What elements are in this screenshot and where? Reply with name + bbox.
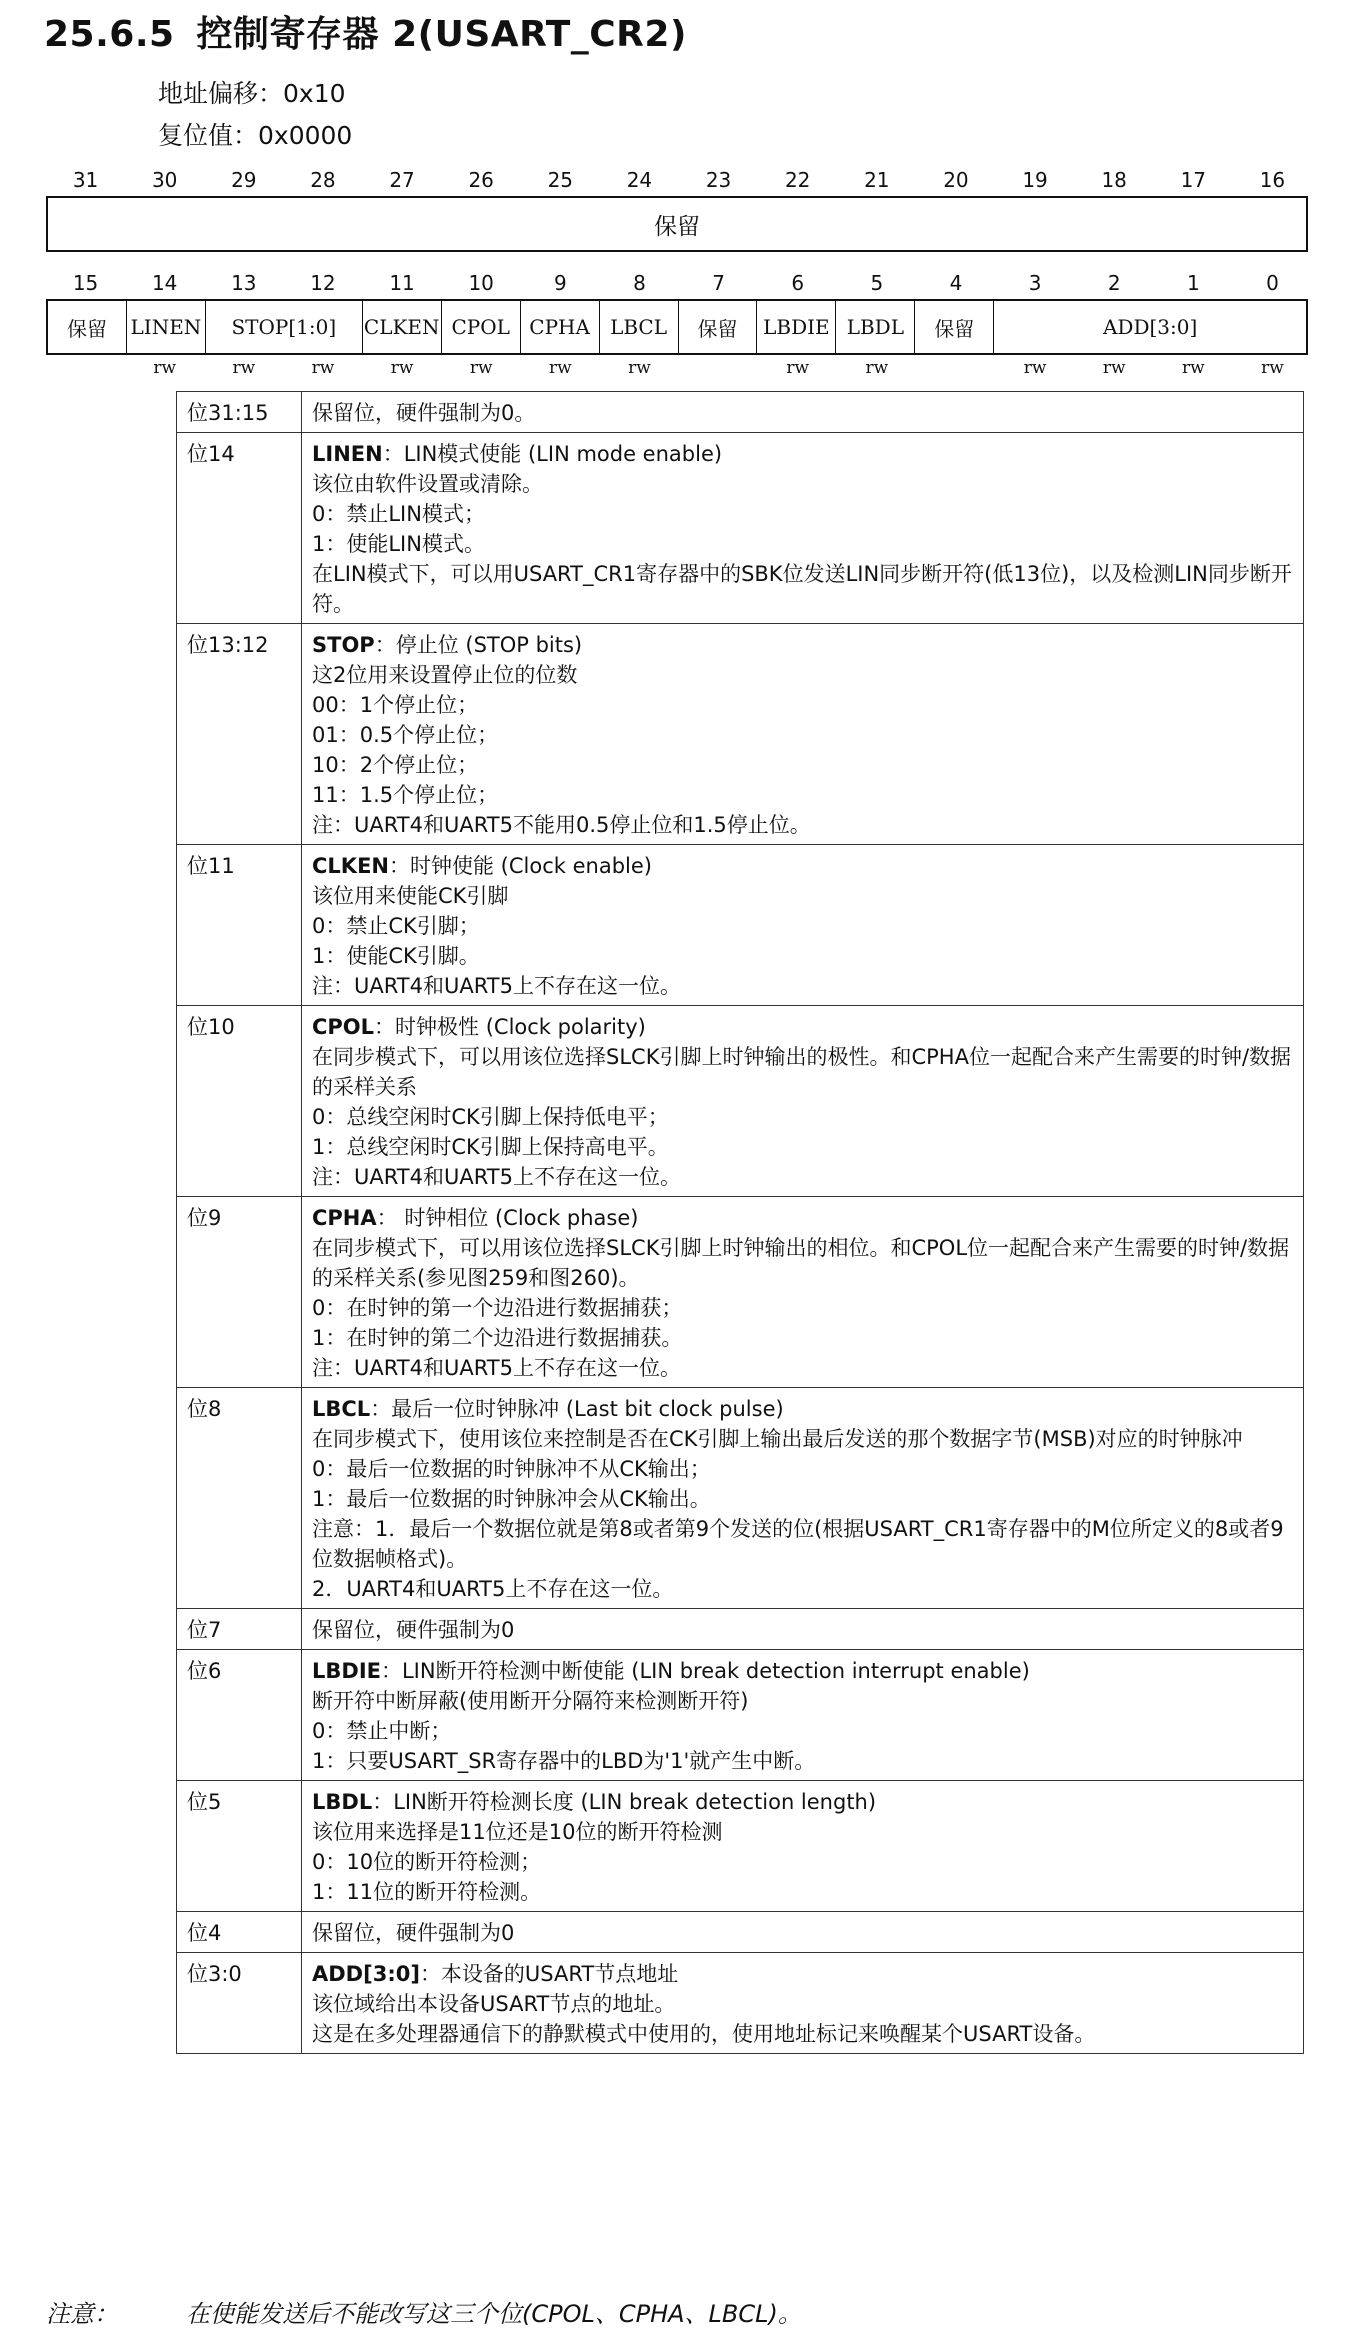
bit-number: 26: [468, 168, 494, 192]
section-title: [44, 6, 687, 57]
bit-description: [302, 1953, 1304, 2054]
description-line: 注意：1．最后一个数据位就是第8或者第9个发送的位(根据USART_CR1寄存器中的M位所定义的8或者9位数据帧格式)。: [312, 1517, 1284, 1571]
bit-number: 31: [72, 168, 99, 192]
bit-number: 19: [1022, 168, 1048, 192]
field-title-text: ：本设备的USART节点地址: [419, 1962, 679, 1986]
field-title-text: ：LIN断开符检测中断使能 (LIN break detection interrupt enable): [380, 1659, 1030, 1683]
register-field: 保留: [915, 301, 994, 353]
table-row: [177, 1781, 1304, 1912]
description-line: 1：使能CK引脚。: [312, 944, 480, 968]
bit-description: [302, 1609, 1304, 1650]
description-line: 该位由软件设置或清除。: [312, 472, 543, 496]
bit-description-table: [176, 391, 1304, 2054]
reset-value: 复位值：0x0000: [158, 121, 353, 150]
access-cell: rw: [232, 358, 256, 378]
description-line: 在LIN模式下，可以用USART_CR1寄存器中的SBK位发送LIN同步断开符(低13位)，以及检测LIN同步断开符。: [312, 562, 1292, 616]
bit-number: 2: [1107, 271, 1121, 295]
field-title-text: ：最后一位时钟脉冲 (Last bit clock pulse): [370, 1397, 784, 1421]
table-row: [177, 845, 1304, 1006]
bit-position: 位8: [177, 1388, 302, 1609]
upper-register-row: [46, 196, 1308, 252]
description-line: 注：UART4和UART5上不存在这一位。: [312, 1165, 681, 1189]
access-cell: rw: [548, 358, 572, 378]
description-line: 1：11位的断开符检测。: [312, 1880, 542, 1904]
footer-note: [46, 2294, 802, 2329]
register-field: CPHA: [521, 301, 600, 353]
section-heading: 控制寄存器 2(USART_CR2): [196, 14, 687, 55]
bit-number: 18: [1101, 168, 1127, 192]
description-line: 1：最后一位数据的时钟脉冲会从CK输出。: [312, 1487, 711, 1511]
access-cell: rw: [865, 358, 889, 378]
access-cell: rw: [1181, 358, 1205, 378]
description-line: 在同步模式下，可以用该位选择SLCK引脚上时钟输出的相位。和CPOL位一起配合来产生需要的时钟/数据的采样关系(参见图259和图260)。: [312, 1236, 1290, 1290]
description-line: 1：总线空闲时CK引脚上保持高电平。: [312, 1135, 669, 1159]
bit-number: 23: [705, 168, 732, 192]
bit-description: [302, 433, 1304, 624]
field-name: ADD[3:0]: [312, 1962, 420, 1986]
bit-description: [302, 1650, 1304, 1781]
field-title-text: ：停止位 (STOP bits): [374, 633, 583, 657]
bit-number: 27: [389, 168, 415, 192]
field-name: CLKEN: [312, 854, 389, 878]
footer-note-text: 在使能发送后不能改写这三个位(CPOL、CPHA、LBCL)。: [186, 2300, 802, 2328]
field-title: [312, 1959, 1293, 1989]
field-title: [312, 1203, 1293, 1233]
description-line: 0：禁止中断；: [312, 1719, 452, 1743]
bit-number: 5: [870, 271, 884, 295]
bit-position: 位6: [177, 1650, 302, 1781]
access-cell: rw: [1023, 358, 1047, 378]
field-title: [312, 439, 1293, 469]
bit-position: 位3:0: [177, 1953, 302, 2054]
field-title-text: ：LIN断开符检测长度 (LIN break detection length): [372, 1790, 877, 1814]
access-cell: rw: [469, 358, 493, 378]
upper-reserved-field: 保留: [654, 213, 700, 240]
register-field: 保留: [48, 301, 127, 353]
footer-note-label: 注意：: [46, 2300, 118, 2328]
description-line: 1：使能LIN模式。: [312, 532, 485, 556]
register-field: CPOL: [442, 301, 521, 353]
field-title: [312, 1787, 1293, 1817]
field-title-text: ：时钟极性 (Clock polarity): [374, 1015, 646, 1039]
field-name: CPHA: [312, 1206, 377, 1230]
bit-number: 21: [864, 168, 890, 192]
bit-number: 17: [1180, 168, 1207, 192]
field-name: STOP: [312, 633, 375, 657]
table-row: [177, 433, 1304, 624]
description-line: 注：UART4和UART5不能用0.5停止位和1.5停止位。: [312, 813, 811, 837]
address-offset: 地址偏移：0x10: [158, 79, 346, 108]
bit-number: 29: [231, 168, 257, 192]
field-title: [312, 851, 1293, 881]
bit-number: 7: [712, 271, 725, 295]
upper-bit-numbers: [46, 168, 1312, 192]
bit-position: 位10: [177, 1006, 302, 1197]
bit-number: 20: [943, 168, 969, 192]
description-line: 保留位，硬件强制为0: [312, 1618, 515, 1642]
description-line: 该位域给出本设备USART节点的地址。: [312, 1992, 676, 2016]
bit-description: [302, 1912, 1304, 1953]
bit-number: 24: [626, 168, 653, 192]
bit-number: 0: [1266, 271, 1279, 295]
description-line: 该位用来使能CK引脚: [312, 884, 509, 908]
bit-number: 4: [949, 271, 963, 295]
table-row: [177, 1388, 1304, 1609]
register-field: STOP[1:0]: [206, 301, 363, 353]
field-name: CPOL: [312, 1015, 375, 1039]
register-field: CLKEN: [363, 301, 442, 353]
bit-number: 6: [791, 271, 805, 295]
bit-number: 15: [72, 271, 99, 295]
bit-number: 9: [553, 271, 567, 295]
description-line: 保留位，硬件强制为0。: [312, 401, 536, 425]
bit-number: 10: [468, 271, 494, 295]
bit-description: [302, 624, 1304, 845]
description-line: 2．UART4和UART5上不存在这一位。: [312, 1577, 674, 1601]
table-row: [177, 1609, 1304, 1650]
bit-number: 22: [784, 168, 811, 192]
description-line: 1：在时钟的第二个边沿进行数据捕获。: [312, 1326, 683, 1350]
register-field: LINEN: [127, 301, 206, 353]
section-number: 25.6.5: [44, 14, 175, 55]
bit-position: 位5: [177, 1781, 302, 1912]
description-line: 0：最后一位数据的时钟脉冲不从CK输出；: [312, 1457, 711, 1481]
register-field: ADD[3:0]: [1102, 315, 1198, 339]
bit-description: [302, 845, 1304, 1006]
description-line: 0：在时钟的第一个边沿进行数据捕获；: [312, 1296, 683, 1320]
bit-number: 12: [310, 271, 336, 295]
bit-number: 8: [633, 271, 646, 295]
description-line: 该位用来选择是11位还是10位的断开符检测: [312, 1820, 723, 1844]
field-title-text: ：时钟使能 (Clock enable): [389, 854, 652, 878]
bit-description: [302, 1197, 1304, 1388]
field-name: LBCL: [312, 1397, 371, 1421]
table-row: [177, 1006, 1304, 1197]
lower-bit-numbers: [46, 271, 1312, 295]
description-line: 01：0.5个停止位；: [312, 723, 499, 747]
register-field: LBCL: [600, 301, 679, 353]
description-line: 0：禁止LIN模式；: [312, 502, 485, 526]
table-row: [177, 1650, 1304, 1781]
description-line: 这是在多处理器通信下的静默模式中使用的，使用地址标记来唤醒某个USART设备。: [312, 2022, 1096, 2046]
bit-number: 3: [1028, 271, 1042, 295]
field-title-text: ：LIN模式使能 (LIN mode enable): [382, 442, 723, 466]
access-cell: rw: [1102, 358, 1126, 378]
description-line: 00：1个停止位；: [312, 693, 479, 717]
bit-position: 位14: [177, 433, 302, 624]
bit-number: 13: [231, 271, 257, 295]
bit-number: 25: [547, 168, 574, 192]
description-line: 10：2个停止位；: [312, 753, 479, 777]
access-cell: rw: [786, 358, 810, 378]
table-row: [177, 1953, 1304, 2054]
access-cell: rw: [311, 358, 335, 378]
bit-position: 位31:15: [177, 392, 302, 433]
access-cell: [916, 358, 995, 378]
field-title: [312, 1394, 1293, 1424]
bit-position: 位9: [177, 1197, 302, 1388]
table-row: [177, 1912, 1304, 1953]
access-cell: rw: [153, 358, 177, 378]
description-line: 注：UART4和UART5上不存在这一位。: [312, 1356, 681, 1380]
bit-position: 位11: [177, 845, 302, 1006]
bit-number: 1: [1186, 271, 1200, 295]
field-name: LBDL: [312, 1790, 373, 1814]
access-cell: rw: [1261, 358, 1284, 378]
table-row: [177, 392, 1304, 433]
access-cell: [679, 358, 758, 378]
description-line: 注：UART4和UART5上不存在这一位。: [312, 974, 681, 998]
description-line: 1：只要USART_SR寄存器中的LBD为'1'就产生中断。: [312, 1749, 816, 1773]
field-name: LBDIE: [312, 1659, 381, 1683]
description-line: 保留位，硬件强制为0: [312, 1921, 515, 1945]
bit-number: 28: [310, 168, 336, 192]
access-cell: rw: [628, 358, 651, 378]
bit-number: 14: [151, 271, 178, 295]
table-row: [177, 1197, 1304, 1388]
bit-position: 位7: [177, 1609, 302, 1650]
bit-description: [302, 392, 1304, 433]
bit-description: [302, 1006, 1304, 1197]
field-title: [312, 1012, 1293, 1042]
register-field: LBDL: [836, 301, 915, 353]
bit-position: 位4: [177, 1912, 302, 1953]
field-title-text: ： 时钟相位 (Clock phase): [376, 1206, 639, 1230]
field-title: [312, 630, 1293, 660]
table-row: [177, 624, 1304, 845]
description-line: 0：10位的断开符检测；: [312, 1850, 542, 1874]
description-line: 在同步模式下，可以用该位选择SLCK引脚上时钟输出的极性。和CPHA位一起配合来产生需要的时钟/数据的采样关系: [312, 1045, 1292, 1099]
bit-number: 16: [1259, 168, 1286, 192]
description-line: 这2位用来设置停止位的位数: [312, 663, 578, 687]
bit-number: 11: [389, 271, 415, 295]
description-line: 0：总线空闲时CK引脚上保持低电平；: [312, 1105, 669, 1129]
field-name: LINEN: [312, 442, 383, 466]
description-line: 在同步模式下，使用该位来控制是否在CK引脚上输出最后发送的那个数据字节(MSB)对应的时钟脉冲: [312, 1427, 1243, 1451]
bit-number: 30: [151, 168, 178, 192]
lower-register-row: [46, 299, 1308, 355]
access-cell: rw: [390, 358, 414, 378]
access-cell: [46, 358, 125, 378]
description-line: 11：1.5个停止位；: [312, 783, 499, 807]
field-title: [312, 1656, 1293, 1686]
access-row: [46, 358, 1312, 378]
description-line: 断开符中断屏蔽(使用断开分隔符来检测断开符): [312, 1689, 749, 1713]
description-line: 0：禁止CK引脚；: [312, 914, 480, 938]
bit-description: [302, 1781, 1304, 1912]
bit-description: [302, 1388, 1304, 1609]
register-field: LBDIE: [757, 301, 836, 353]
register-field: 保留: [679, 301, 758, 353]
bit-position: 位13:12: [177, 624, 302, 845]
